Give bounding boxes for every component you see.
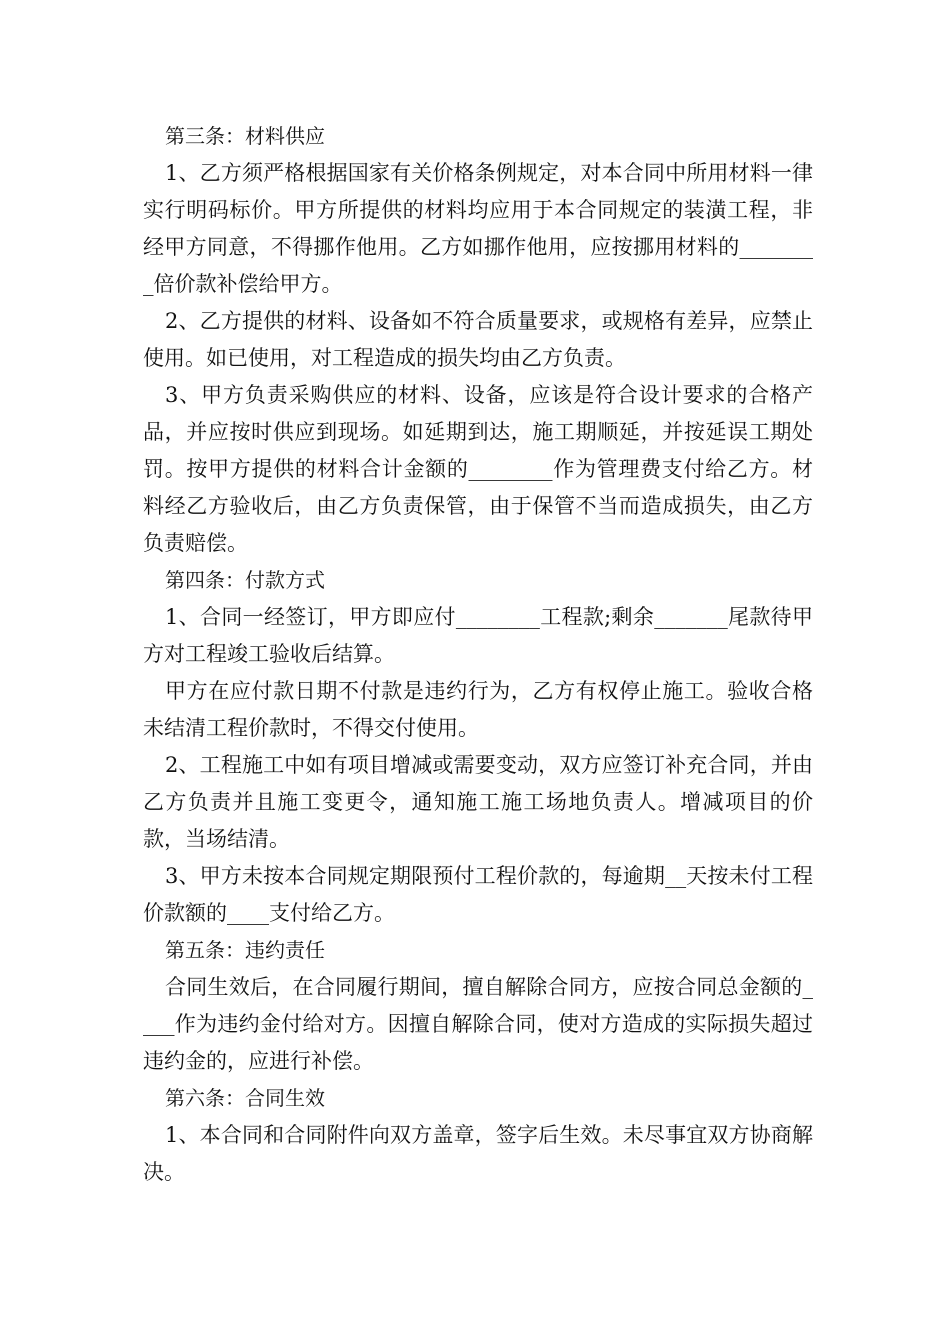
paragraph: 1、本合同和合同附件向双方盖章，签字后生效。未尽事宜双方协商解决。 (143, 1123, 813, 1184)
paragraph: 3、甲方负责采购供应的材料、设备，应该是符合设计要求的合格产品，并应按时供应到现场。如延期到达，施工期顺延，并按延误工期处罚。按甲方提供的材料合计金额的________作为管理费支付给乙方。材料经乙方验收后，由乙方负责保管，由于保管不当而造成损失，由乙方负责赔偿。 (143, 383, 813, 555)
section-liability (143, 932, 813, 1080)
paragraph: 合同生效后，在合同履行期间，擅自解除合同方，应按合同总金额的____作为违约金付给对方。因擅自解除合同，使对方造成的实际损失超过违约金的，应进行补偿。 (143, 975, 813, 1073)
paragraph: 甲方在应付款日期不付款是违约行为，乙方有权停止施工。验收合格未结清工程价款时，不得交付使用。 (143, 679, 813, 740)
section-materials (143, 118, 813, 562)
section-heading: 第三条：材料供应 (165, 124, 325, 148)
section-heading: 第六条：合同生效 (165, 1086, 325, 1110)
paragraph: 1、乙方须严格根据国家有关价格条例规定，对本合同中所用材料一律实行明码标价。甲方所提供的材料均应用于本合同规定的装潢工程，非经甲方同意，不得挪作他用。乙方如挪作他用，应按挪用材料的________倍价款补偿给甲方。 (143, 161, 813, 296)
paragraph: 2、乙方提供的材料、设备如不符合质量要求，或规格有差异，应禁止使用。如已使用，对工程造成的损失均由乙方负责。 (143, 309, 813, 370)
document-body (143, 118, 813, 1191)
section-heading: 第四条：付款方式 (165, 568, 325, 592)
section-heading: 第五条：违约责任 (165, 938, 325, 962)
paragraph: 2、工程施工中如有项目增减或需要变动，双方应签订补充合同，并由乙方负责并且施工变更令，通知施工施工场地负责人。增减项目的价款，当场结清。 (143, 753, 813, 851)
section-payment (143, 562, 813, 932)
section-effect (143, 1080, 813, 1191)
paragraph: 1、合同一经签订，甲方即应付________工程款;剩余_______尾款待甲方对工程竣工验收后结算。 (143, 605, 813, 666)
paragraph: 3、甲方未按本合同规定期限预付工程价款的，每逾期__天按未付工程价款额的____支付给乙方。 (143, 864, 813, 925)
